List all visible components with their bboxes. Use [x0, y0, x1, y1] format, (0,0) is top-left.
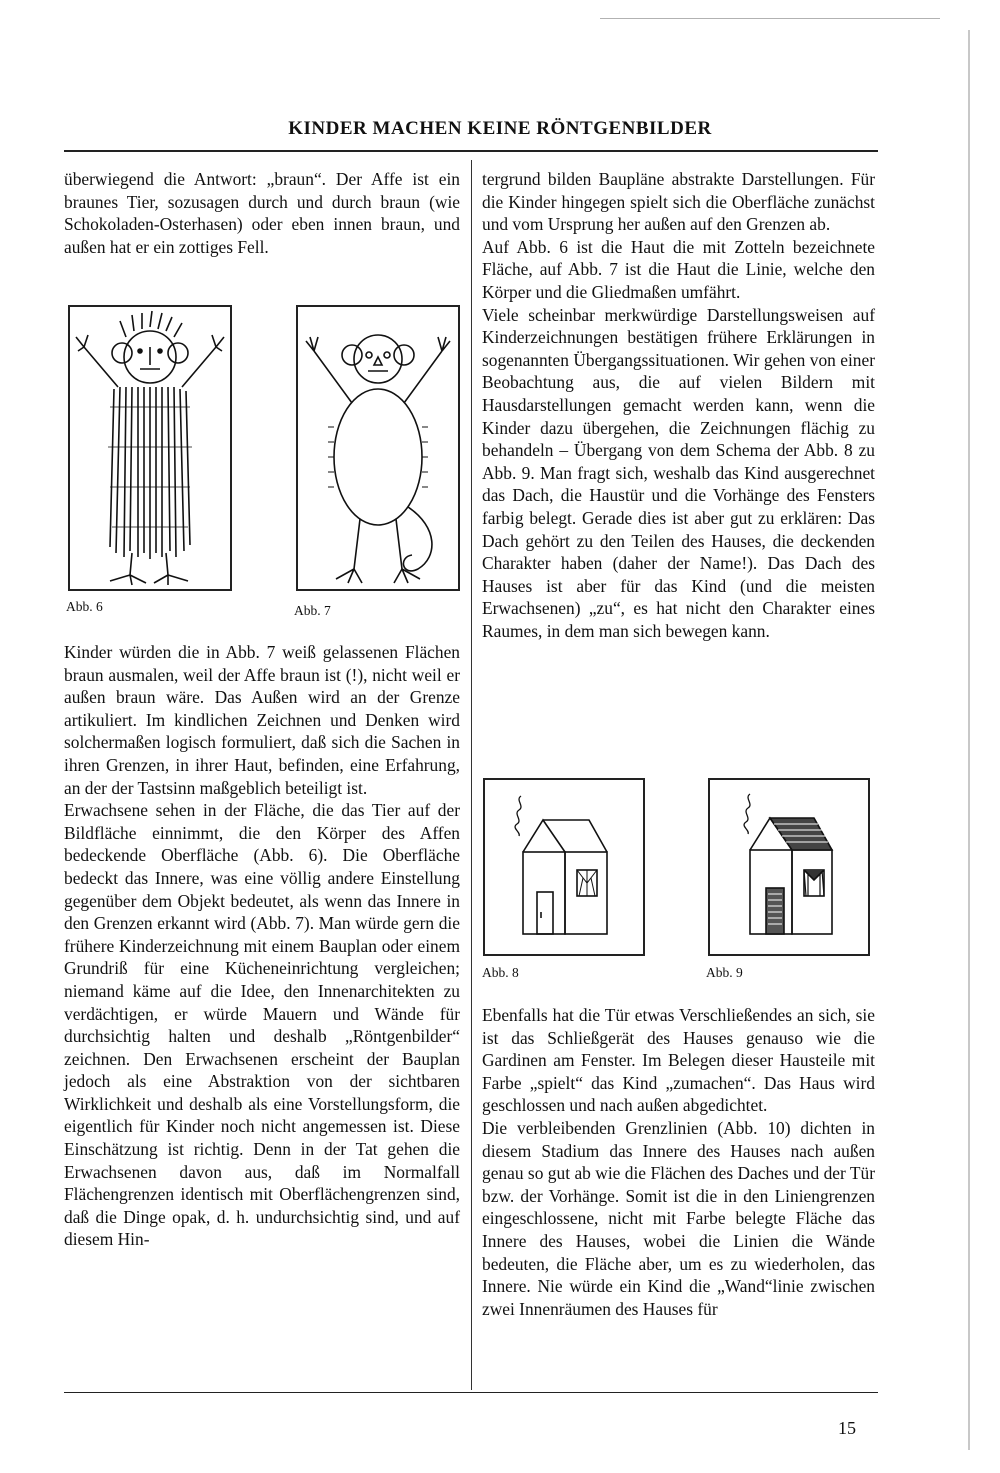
filled-house-drawing: [710, 780, 868, 954]
caption-abb6: Abb. 6: [66, 599, 103, 614]
left-paragraph-2: Kinder würden die in Abb. 7 weiß gelassenen Flächen braun ausmalen, weil der Affe braun ist (!), nicht weil er außen braun wäre. Das Außen wird an der Grenze artikuliert. Im kindlichen Zeichnen und Denken wird solchermaßen logisch formuliert, daß sich die Sachen in ihren Grenzen, in ihrer Haut, befinden, eine Erfahrung, an der der Tastsinn maßgeblich beteiligt ist.: [64, 642, 460, 798]
figure-abb6-furry-monkey: [68, 305, 232, 591]
caption-abb9: Abb. 9: [706, 965, 743, 980]
scan-artifact-top: [600, 18, 940, 19]
figure-abb9-filled-house: [708, 778, 870, 956]
scan-artifact-right-edge: [968, 30, 970, 1450]
caption-abb7: Abb. 7: [294, 603, 331, 618]
right-paragraph-4: Ebenfalls hat die Tür etwas Verschließendes an sich, sie ist das Schließgerät des Hauses genauso wie die Gardinen am Fenster. Im Belegen dieser Hausteile mit Farbe „spielt“ das Kind „zumachen“. Das Haus wird geschlossen und nach außen abgedichtet.: [482, 1005, 875, 1116]
page-title: KINDER MACHEN KEINE RÖNTGENBILDER: [288, 118, 712, 139]
left-column-top: [64, 168, 460, 258]
furry-monkey-drawing: [70, 307, 230, 589]
left-paragraph-1: überwiegend die Antwort: „braun“. Der Affe ist ein braunes Tier, sozusagen durch und durch braun (wie Schokoladen-Osterhasen) oder eben innen braun, und außen hat er ein zottiges Fell.: [64, 169, 460, 257]
right-column-top: [482, 168, 875, 642]
figure-abb7-outlined-monkey: [296, 305, 460, 591]
right-column-bottom: [482, 1004, 875, 1320]
right-paragraph-5: Die verbleibenden Grenzlinien (Abb. 10) dichten in diesem Stadium das Innere des Hauses nach außen genau so gut ab wie die Flächen des Daches und der Tür bzw. der Vorhänge. Somit ist die in den Liniengrenzen eingeschlossene, nicht mit Farbe belegte Fläche das Innere des Hauses, wobei die Linien die Wände bedeuten, die Fläche aber, um es zu wiederholen, das Innere. Nie würde ein Kind die „Wand“linie zwischen zwei Innenräumen des Hauses für: [482, 1117, 875, 1319]
header-rule: [64, 150, 878, 152]
right-paragraph-3: Viele scheinbar merkwürdige Darstellungsweisen auf Kinderzeichnungen bestätigen frühere Erklärungen in sogenannten Übergangssituationen. Wir gehen von einer Beobachtung aus, die auf vielen Bildern mit Hausdarstellungen gemacht werden kann, wenn die Kinder dazu übergehen, die Zeichnungen flächig zu behandeln – Übergang von dem Schema der Abb. 8 zu Abb. 9. Man fragt sich, weshalb das Kind ausgerechnet das Dach, die Haustür und die Vorhänge des Fensters farbig belegt. Gerade dies ist aber gut zu erklären: Das Dach gehört zu den Teilen des Hauses, die deckenden Charakter haben (daher der Name!). Das Dach des Hauses ist aber für das Kind (und die meisten Erwachsenen) „zu“, es hat nicht den Charakter eines Raumes, in dem man sich bewegen kann.: [482, 304, 875, 641]
right-paragraph-2: Auf Abb. 6 ist die Haut die mit Zotteln bezeichnete Fläche, auf Abb. 7 ist die Haut die Linie, welche den Körper und die Gliedmaßen umfährt.: [482, 236, 875, 302]
outline-house-drawing: [485, 780, 643, 954]
left-paragraph-3: Erwachsene sehen in der Fläche, die das Tier auf der Bildfläche einnimmt, die den Körper des Affen bedeckende Oberfläche (Abb. 6). Die Oberfläche bedeckt das Innere, was eine völlig andere Einstellung gegenüber dem Objekt bedeutet, als wenn das Innere in den Grenzen erkannt wird (Abb. 7). Man würde gern die frühere Kinderzeichnung mit einem Bauplan oder einem Grundriß für eine Kücheneinrichtung vergleichen; niemand käme auf die Idee, den Innenarchitekten zu verdächtigen, er würde Mauern und Wände für durchsichtig halten und deshalb „Röntgenbilder“ zeichnen. Den Erwachsenen erscheint der Bauplan jedoch als eine Abstraktion von der sichtbaren Wirklichkeit und deshalb als eine Vorstellungsform, die eigentlich für Kinder noch nicht angemessen ist. Diese Einschätzung ist richtig. Denn in der Tat gehen die Erwachsenen davon aus, daß im Normalfall Flächengrenzen identisch mit Oberflächengrenzen sind, daß die Dinge opak, d. h. undurchsichtig sind, und auf diesem Hin-: [64, 800, 460, 1250]
page-number: 15: [838, 1418, 856, 1438]
caption-abb8: Abb. 8: [482, 965, 519, 980]
figure-abb8-outline-house: [483, 778, 645, 956]
footer-rule: [64, 1392, 878, 1393]
right-paragraph-1: tergrund bilden Baupläne abstrakte Darstellungen. Für die Kinder hingegen spielt sich die Oberfläche zunächst und vom Ursprung her außen auf den Grenzen ab.: [482, 169, 875, 235]
column-divider: [471, 160, 472, 1390]
outlined-monkey-drawing: [298, 307, 458, 589]
left-column-bottom: [64, 641, 460, 1251]
